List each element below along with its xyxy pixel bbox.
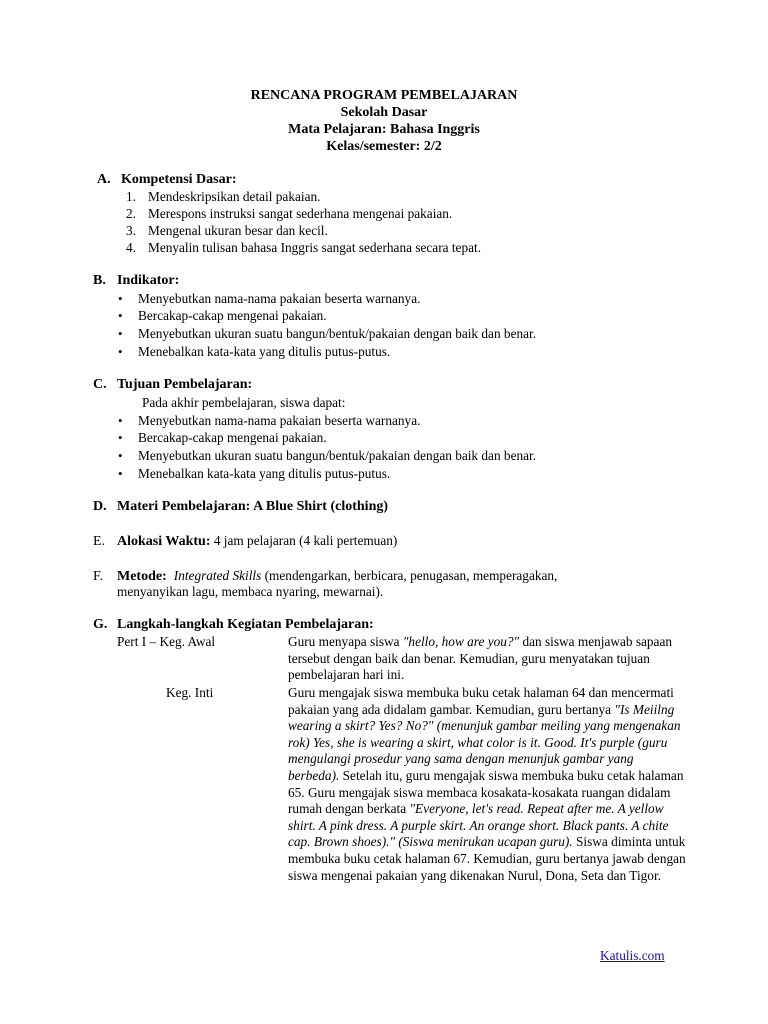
list-item: Merespons instruksi sangat sederhana mengenai pakaian.	[148, 206, 453, 221]
footer-link[interactable]: Katulis.com	[600, 948, 665, 963]
section-g-letter: G.	[93, 617, 108, 632]
inti-text-2: Setelah itu, guru mengajak siswa membuka buku cetak halaman 65. Guru mengajak siswa membaca kosakata-kosakata ruangan didalam rumah dengan berkata	[288, 767, 684, 817]
section-e-text: 4 jam pelajaran (4 kali pertemuan)	[210, 533, 398, 548]
bullet-icon: •	[118, 430, 123, 445]
section-b-heading	[93, 273, 179, 289]
list-item: Menyebutkan ukuran suatu bangun/bentuk/pakaian dengan baik dan benar.	[138, 448, 537, 463]
section-f-label: Metode:	[117, 569, 167, 584]
stage-label-awal: Pert I – Keg. Awal	[117, 634, 216, 649]
section-c-letter: C.	[93, 377, 107, 392]
section-e-letter: E.	[93, 534, 106, 549]
awal-text-2: dan siswa menjawab sapaan tersebut dengan baik dan benar. Kemudian, guru menyatakan tujuan pembelajaran hari ini.	[288, 634, 673, 683]
list-item: Mengenal ukuran besar dan kecil.	[148, 223, 328, 238]
school-level: Sekolah Dasar	[340, 105, 428, 120]
list-number: 3.	[126, 223, 136, 238]
section-a-letter: A.	[97, 172, 111, 187]
section-a-heading	[97, 172, 237, 188]
bullet-icon: •	[118, 326, 123, 341]
section-f-italic: Integrated Skills	[173, 568, 262, 583]
list-item: Menyalin tulisan bahasa Inggris sangat sederhana secara tepat.	[148, 240, 482, 255]
section-b-letter: B.	[93, 273, 106, 288]
bullet-icon: •	[118, 291, 123, 306]
inti-text-1: Guru mengajak siswa membuka buku cetak halaman 64 dan mencermati pakaian yang ada didalam gambar. Kemudian, guru bertanya	[288, 685, 674, 717]
list-item: Menyebutkan nama-nama pakaian beserta warnanya.	[138, 413, 421, 428]
list-item: Bercakap-cakap mengenai pakaian.	[138, 430, 327, 445]
section-c-title: Tujuan Pembelajaran:	[117, 377, 253, 392]
section-c-heading	[93, 377, 252, 393]
bullet-icon: •	[118, 308, 123, 323]
stage-label-inti: Keg. Inti	[166, 685, 214, 700]
section-d-title: Materi Pembelajaran: A Blue Shirt (clothing)	[117, 499, 389, 514]
inti-paragraph	[288, 685, 688, 884]
section-f-text1: (mendengarkan, berbicara, penugasan, memperagakan,	[261, 568, 558, 583]
section-f-line	[93, 568, 557, 585]
awal-text-1: Guru menyapa siswa	[288, 634, 403, 649]
list-item: Menyebutkan ukuran suatu bangun/bentuk/pakaian dengan baik dan benar.	[138, 326, 537, 341]
inti-text-3: Siswa diminta untuk membuka buku cetak halaman 67. Kemudian, guru bertanya jawab dengan siswa mengenai pakaian yang dikenakan Nurul, Dona, Seta dan Tigor.	[288, 834, 686, 883]
section-d-letter: D.	[93, 499, 107, 514]
list-number: 4.	[126, 240, 136, 255]
list-item: Menyebutkan nama-nama pakaian beserta warnanya.	[138, 291, 421, 306]
section-b-title: Indikator:	[117, 273, 180, 288]
list-number: 1.	[126, 189, 136, 204]
bullet-icon: •	[118, 448, 123, 463]
doc-title: RENCANA PROGRAM PEMBELAJARAN	[250, 88, 518, 103]
inti-quote-1: "Is Meiilng wearing a skirt? Yes? No?" (menunjuk gambar meiling yang mengenakan rok) Yes, she is wearing a skirt, what color is it. Good. It's purple (guru mengulangi prosedur yang sama dengan menunjuk gambar yang berbeda).	[288, 701, 681, 783]
section-g-title: Langkah-langkah Kegiatan Pembelajaran:	[117, 617, 374, 632]
awal-quote: "hello, how are you?"	[402, 634, 520, 649]
awal-paragraph	[288, 634, 688, 684]
inti-quote-2: "Everyone, let's read. Repeat after me. A yellow shirt. A pink dress. A purple skirt. An orange short. Black pants. A chite cap. Brown shoes)." (Siswa menirukan ucapan guru).	[288, 801, 669, 850]
section-f-text2: menyanyikan lagu, membaca nyaring, mewarnai).	[117, 584, 384, 599]
list-item: Mendeskripsikan detail pakaian.	[148, 189, 321, 204]
bullet-icon: •	[118, 344, 123, 359]
section-d-heading	[93, 499, 388, 515]
list-item: Menebalkan kata-kata yang ditulis putus-putus.	[138, 344, 391, 359]
section-c-intro: Pada akhir pembelajaran, siswa dapat:	[142, 395, 346, 410]
bullet-icon: •	[118, 413, 123, 428]
list-number: 2.	[126, 206, 136, 221]
section-f-letter: F.	[93, 569, 104, 584]
subject-line: Mata Pelajaran: Bahasa Inggris	[288, 122, 480, 137]
bullet-icon: •	[118, 466, 123, 481]
list-item: Menebalkan kata-kata yang ditulis putus-putus.	[138, 466, 391, 481]
list-item: Bercakap-cakap mengenai pakaian.	[138, 308, 327, 323]
section-e-line	[93, 533, 397, 550]
section-e-label: Alokasi Waktu:	[117, 534, 211, 549]
section-a-title: Kompetensi Dasar:	[121, 172, 237, 187]
section-g-heading	[93, 617, 374, 633]
class-line: Kelas/semester: 2/2	[326, 139, 442, 154]
